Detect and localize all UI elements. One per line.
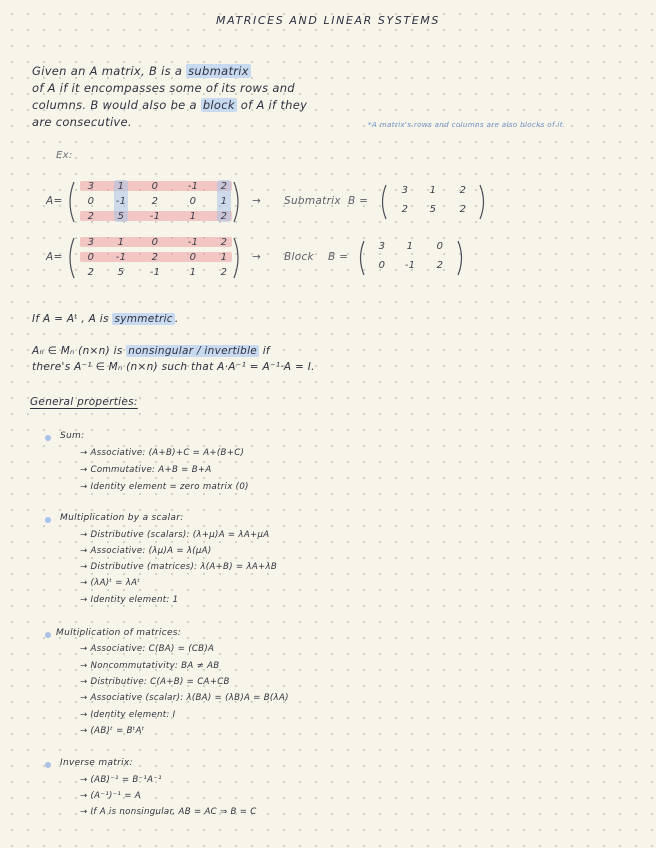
matrix-cell: -1 [115, 196, 127, 207]
intro-line-2: of A if it encompasses some of its rows and [32, 81, 295, 95]
intro-text: of A if they [236, 98, 308, 112]
matrix-cell: 2 [220, 181, 228, 192]
highlight-submatrix: submatrix [188, 64, 249, 78]
matrix-cell: 1 [117, 181, 125, 192]
list-item: → Identity element = zero matrix (0) [80, 482, 249, 492]
matrix-cell: 3 [87, 237, 95, 248]
list-item: → Associative: (A+B)+C = A+(B+C) [80, 448, 245, 458]
symmetric-line [32, 313, 179, 325]
list-item: → Associative (scalar): λ(BA) = (λB)A = B(λA) [80, 693, 289, 703]
matrix-cell: 2 [151, 252, 159, 263]
bullet-icon [45, 517, 51, 523]
matrix-cell: 0 [378, 260, 386, 271]
matrix-cell: 2 [459, 185, 467, 196]
matrix-cell: 2 [151, 196, 159, 207]
matrix-cell: 0 [151, 181, 159, 192]
matrix-cell: 0 [189, 252, 197, 263]
matrix-cell: 1 [117, 237, 125, 248]
intro-text: Given an A matrix, B is a [32, 64, 187, 78]
matrix-cell: 1 [406, 241, 414, 252]
matrix-cell: 1 [189, 267, 197, 278]
nonsingular-text: if [259, 345, 270, 357]
matrix-cell: -1 [187, 181, 199, 192]
matrix-b-label: B = [328, 251, 349, 263]
list-item: → Identity element: I [80, 710, 176, 720]
section-title: Sum: [60, 431, 85, 441]
list-item: → Associative: (λμ)A = λ(μA) [80, 546, 212, 556]
matrix-cell: 2 [436, 260, 444, 271]
intro-line-4: are consecutive. [32, 115, 132, 129]
matrix-a-label: A= [46, 251, 63, 263]
matrix-cell: 0 [87, 252, 95, 263]
matrix-cell: -1 [149, 267, 161, 278]
list-item: → (AB)⁻¹ = B⁻¹A⁻¹ [80, 775, 162, 785]
matrix-cell: -1 [149, 211, 161, 222]
matrix-cell: 1 [220, 196, 228, 207]
matrix-cell: -1 [187, 237, 199, 248]
arrow-icon: → [252, 251, 262, 263]
list-item: → Distributive: C(A+B) = CA+CB [80, 677, 230, 687]
list-item: → Distributive (matrices): λ(A+B) = λA+λB [80, 562, 278, 572]
example-label: Ex: [56, 150, 73, 161]
section-title: Multiplication of matrices: [56, 628, 182, 638]
list-item: → Noncommutativity: BA ≠ AB [80, 661, 220, 671]
matrix-cell: 0 [151, 237, 159, 248]
side-note: *A matrix's rows and columns are also blocks of it. [368, 120, 566, 129]
list-item: → Identity element: 1 [80, 595, 179, 605]
intro-text: columns. B would also be a [32, 98, 201, 112]
matrix-cell: 2 [459, 204, 467, 215]
bullet-icon [45, 762, 51, 768]
symmetric-text: . [174, 313, 179, 325]
intro-line-1 [32, 64, 251, 78]
arrow-icon: → [252, 195, 262, 207]
matrix-cell: 5 [117, 211, 125, 222]
matrix-cell: 2 [87, 211, 95, 222]
highlight-block: block [202, 98, 235, 112]
list-item: → (A⁻¹)⁻¹ = A [80, 791, 141, 801]
nonsingular-line-2: there's A⁻¹ ∈ Mₙ (n×n) such that A·A⁻¹ = A⁻¹·A = I. [32, 361, 315, 373]
highlight-nonsingular: nonsingular / invertible [128, 345, 258, 357]
example-caption: Submatrix [284, 195, 341, 207]
matrix-cell: 1 [220, 252, 228, 263]
matrix-cell: 0 [189, 196, 197, 207]
matrix-cell: 1 [429, 185, 437, 196]
matrix-cell: 2 [87, 267, 95, 278]
matrix-cell: 2 [220, 267, 228, 278]
matrix-cell: 5 [117, 267, 125, 278]
nonsingular-text: Aₙ ∈ Mₙ (n×n) is [32, 345, 127, 357]
list-item: → Associative: C(BA) = (CB)A [80, 644, 215, 654]
matrix-cell: 5 [429, 204, 437, 215]
bullet-icon [45, 435, 51, 441]
list-item: → (AB)ᵗ = BᵗAᵗ [80, 726, 145, 736]
list-item: → (λA)ᵗ = λAᵗ [80, 578, 141, 588]
matrix-cell: 3 [401, 185, 409, 196]
section-title: Multiplication by a scalar: [60, 513, 184, 523]
matrix-cell: -1 [115, 252, 127, 263]
matrix-cell: 0 [436, 241, 444, 252]
matrix-cell: -1 [404, 260, 416, 271]
list-item: → If A is nonsingular, AB = AC ⇒ B = C [80, 807, 257, 817]
matrix-b-label: B = [348, 195, 369, 207]
matrix-cell: 2 [401, 204, 409, 215]
example-caption: Block [284, 251, 314, 263]
matrix-cell: 0 [87, 196, 95, 207]
matrix-a-label: A= [46, 195, 63, 207]
matrix-cell: 1 [189, 211, 197, 222]
section-title: Inverse matrix: [60, 758, 133, 768]
matrix-cell: 3 [87, 181, 95, 192]
highlight-symmetric: symmetric [114, 313, 173, 325]
matrix-cell: 3 [378, 241, 386, 252]
matrix-cell: 2 [220, 211, 228, 222]
list-item: → Commutative: A+B = B+A [80, 465, 212, 475]
page-title: MATRICES AND LINEAR SYSTEMS [216, 14, 440, 27]
list-item: → Distributive (scalars): (λ+μ)A = λA+μA [80, 530, 270, 540]
general-properties-heading: General properties: [30, 396, 138, 408]
matrix-cell: 2 [220, 237, 228, 248]
intro-line-3 [32, 98, 307, 112]
bullet-icon [45, 632, 51, 638]
symmetric-text: If A = Aᵗ , A is [32, 313, 113, 325]
nonsingular-line-1 [32, 345, 270, 357]
